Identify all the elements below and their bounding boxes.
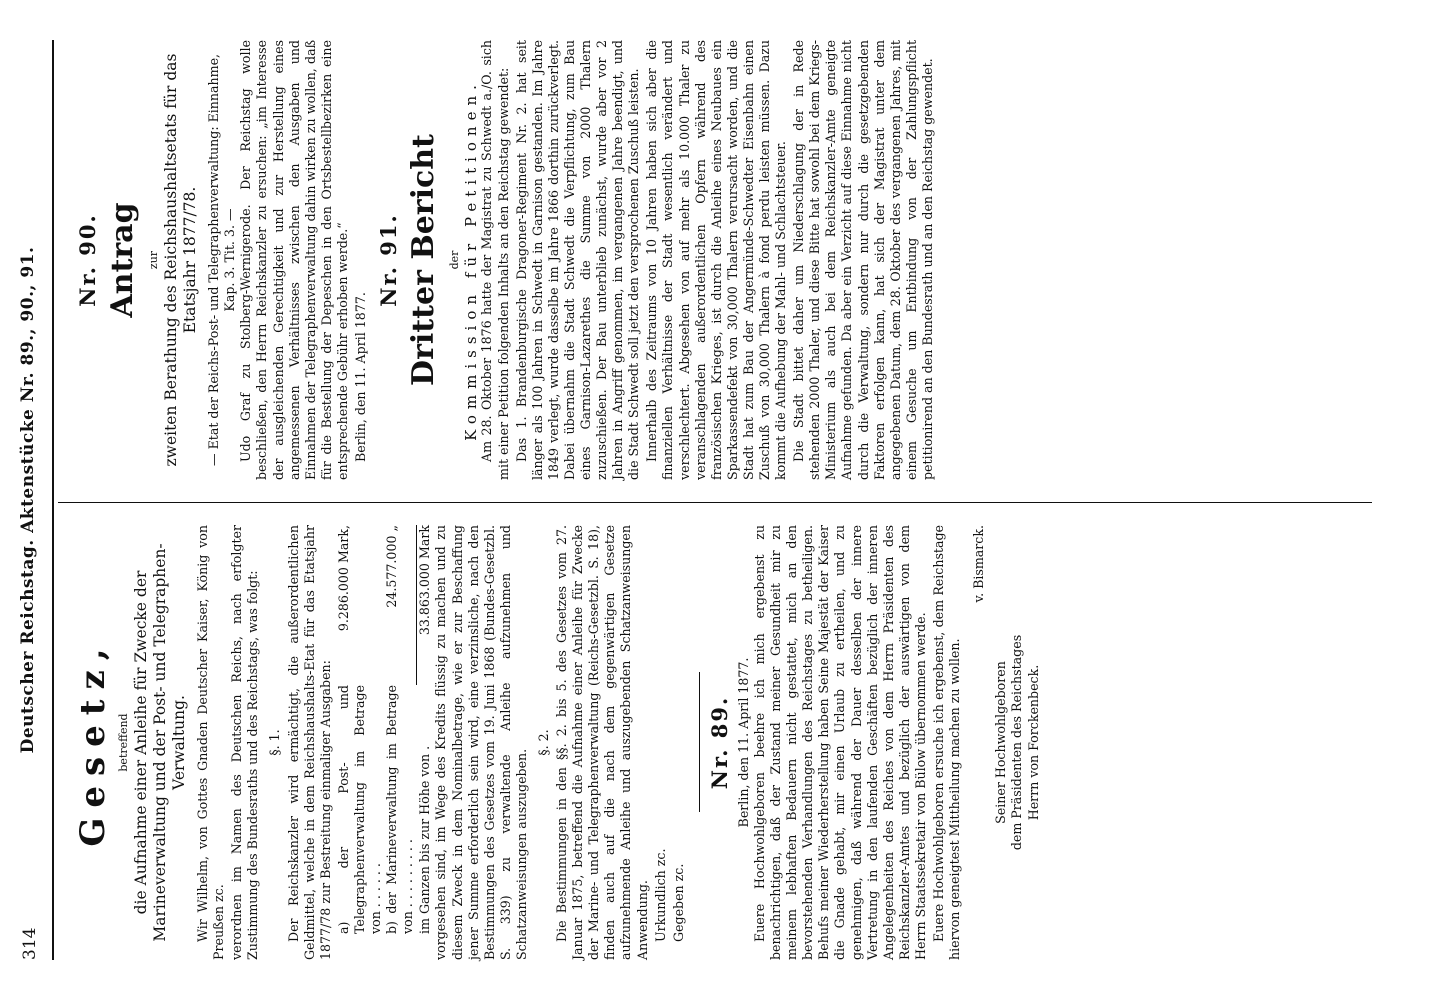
column-divider — [58, 502, 1372, 503]
header-rule — [52, 40, 54, 960]
left-column — [68, 525, 1352, 960]
section-2-heading: §. 2. — [535, 729, 551, 756]
report-paragraph-4: Die Stadt bittet daher um Niederschlagung der in Rede stehenden 2000 Thaler, und diese Bitte hat sowohl bei dem Kriegs-Ministerium als auch bei dem Reichskanzler-Amte geneigte Aufnahme gefunden. Da aber ein Verzicht auf diese Einnahme nicht durch die Verwaltung, sondern nur durch die gesetzgebenden Faktoren erfolgen kann, hat sich der Magistrat unter dem angegebenen Datum, dem 28. Oktober des vergangenen Jahres, mit einem Gesuche um Entbindung von der Zahlungspflicht petitionirend an den Bundesrath und an den Reichstag gewendet. — [791, 40, 935, 480]
letter-body-2: Euere Hochwohlgeboren ersuche ich ergebenst, dem Reichstage hiervon geneigtest Mittheilung machen zu wollen. — [931, 525, 963, 960]
budget-total-amount: 33.863.000 Mark — [416, 525, 433, 685]
law-betreffend: betreffend — [117, 713, 130, 772]
law-subject: die Aufnahme einer Anleihe für Zwecke der Marineverwaltung und der Post- und Telegraphen-Verwaltung. — [132, 543, 189, 942]
report-paragraph-2: Das 1. Brandenburgische Dragoner-Regiment Nr. 2. hat seit länger als 100 Jahren in Schwedt in Garnison gestanden. Im Jahre 1849 verlegt, wurde dasselbe im Jahre 1866 dorthin zurückverlegt. Dabei übernahm die Stadt Schwedt die Verpflichtung, zum Bau eines Garnison-Lazarethes die Summe von 2000 Thalern zuzuschießen. Der Bau unterblieb zunächst, wurde aber vor 2 Jahren in Angriff genommen, im vergangenen Jahre beendigt, und die Stadt Schwedt soll jetzt den versprochenen Zuschuß leisten. — [513, 40, 642, 480]
page-header — [18, 40, 48, 960]
right-column — [68, 40, 1352, 480]
address-line-2: dem Präsidenten des Reichstages — [1009, 634, 1025, 851]
antrag-heading: Antrag — [105, 202, 141, 318]
budget-total — [416, 525, 433, 960]
section-1-heading: §. 1. — [267, 729, 283, 756]
kommission-heading: Kommission für Petitionen. — [462, 79, 481, 441]
law-preamble-2: verordnen im Namen des Deutschen Reichs, nach erfolgter Zustimmung des Bundesraths und des Reichstags, was folgt: — [229, 525, 261, 960]
budget-item-b — [384, 525, 416, 960]
report-paragraph-3: Innerhalb des Zeitraums von 10 Jahren haben sich aber die finanziellen Verhältnisse der Stadt wesentlich verändert und verschlechtert. Abgesehen von auf mehr als 10.000 Thaler zu veranschlagenden außerordentlichen Opfern während des französischen Krieges, ist durch die Anleihe eines Neubaues ein Sparkassendefekt von 30,000 Thalern verursacht worden, und die Stadt hat zum Bau der Angermünde-Schwedter Eisenbahn einen Zuschuß von 30,000 Thalern à fond perdu leisten müssen. Dazu kommt die Aufhebung der Mahl- und Schlachtsteuer. — [644, 40, 789, 480]
etat-line: — Etat der Reichs-Post- und Telegraphenverwaltung: Einnahme, Kap. 3. Tit. 3. — — [206, 53, 238, 467]
bericht-heading: Dritter Bericht — [406, 134, 442, 386]
letter-signature: v. Bismarck. — [971, 525, 987, 603]
section-2-text: Die Bestimmungen in den §§. 2. bis 5. des Gesetzes vom 27. Januar 1875, betreffend die Aufnahme einer Anleihe für Zwecke der Marine- und Telegraphenverwaltung (Reichs-Gesetzbl. S. 18), finden auch auf die nach dem gegenwärtigen Gesetze aufzunehmende Anleihe und auszugebenden Schatzanweisungen Anwendung. — [554, 525, 650, 960]
section-1-rest: vorgesehen sind, im Wege des Kredits flüssig zu machen und zu diesem Zweck in dem Nominalbetrage, wie er zur Beschaffung jener Summe erforderlich sein wird, eine verzinsliche, nach den Bestimmungen des Gesetzes vom 19. Juni 1868 (Bundes-Gesetzbl. S. 339) zu verwaltende Anleihe aufzunehmen und Schatzanweisungen auszugeben. — [433, 525, 529, 960]
closing-gegeben: Gegeben zc. — [670, 863, 686, 942]
running-title: Deutscher Reichstag. Aktenstücke Nr. 89., 90., 91. — [18, 246, 38, 754]
address-line-1: Seiner Hochwohlgeboren — [993, 661, 1009, 824]
closing-urkundlich: Urkundlich zc. — [652, 848, 668, 942]
antrag-subject: zweiten Berathung des Reichshaushaltsetats für das Etatsjahr 1877/78. — [162, 53, 200, 467]
law-title: Gesetz, — [73, 638, 113, 847]
budget-item-b-amount: 24.577.000 „ — [384, 525, 400, 608]
report-paragraph-1: Am 28. Oktober 1876 hatte der Magistrat zu Schwedt a./O. sich mit einer Petition folgenden Inhalts an den Reichstag gewendet: — [479, 40, 511, 480]
budget-item-a — [336, 525, 384, 960]
document-number-90: Nr. 90. — [75, 213, 100, 307]
letter-place-date: Berlin, den 11. April 1877. — [735, 657, 751, 828]
budget-item-b-label: b) der Marineverwaltung im Betrage von . . . . . . . . . — [384, 685, 416, 934]
address-line-3: Herrn von Forckenbeck. — [1025, 664, 1041, 821]
document-number-91: Nr. 91. — [376, 213, 402, 307]
antrag-zur: zur — [147, 250, 161, 270]
budget-item-a-label: a) der Post- und Telegraphenverwaltung im Betrage von . . . . . . — [335, 685, 384, 934]
document-number-89: Nr. 89. — [706, 695, 732, 790]
motion-text: Udo Graf zu Stolberg-Wernigerode. Der Reichstag wolle beschließen, den Herrn Reichskanzler zu ersuchen: „im Interesse der ausgleichenden Gerechtigkeit und zur Herstellung eines angemessenen Verhältnisses zwischen den Ausgaben und Einnahmen der Telegraphenverwaltung dahin wirken zu wollen, daß für die Bestellung der Depeschen in den Ortsbestellbezirken eine entsprechende Gebühr erhoben werde.“ — [238, 40, 350, 480]
budget-total-label: im Ganzen bis zur Höhe von . — [417, 745, 433, 934]
section-separator — [699, 673, 700, 813]
page-number: 314 — [20, 927, 40, 960]
law-preamble: Wir Wilhelm, von Gottes Gnaden Deutscher Kaiser, König von Preußen zc. — [195, 525, 227, 960]
letter-body: Euere Hochwohlgeboren beehre ich mich ergebenst zu benachrichtigen, daß der Zustand meiner Gesundheit mir zu meinem lebhaften Bedauern nicht gestattet, mich an den bevorstehenden Verhandlungen des Reichstages zu betheiligen. Behufs meiner Wiederherstellung haben Seine Majestät der Kaiser die Gnade gehabt, mir einen Urlaub zu ertheilen, und zu genehmigen, daß während der Dauer desselben der innere Vertretung in den laufenden Geschäften bezüglich der inneren Angelegenheiten des Reiches von dem Herrn Präsidenten des Reichskanzler-Amtes und bezüglich der auswärtigen von dem Herrn Staatssekretair von Bülow übernommen werde. — [752, 525, 928, 960]
budget-item-a-amount: 9.286.000 Mark, — [335, 525, 351, 632]
bericht-der: der — [448, 250, 462, 270]
motion-date: Berlin, den 11. April 1877. — [353, 292, 369, 462]
section-1-text: Der Reichskanzler wird ermächtigt, die außerordentlichen Geldmittel, welche in dem Reichshaushalts-Etat für das Etatsjahr 1877/78 zur Bestreitung einmaliger Ausgaben: — [285, 525, 333, 960]
dfg-credit — [1414, 10, 1428, 990]
